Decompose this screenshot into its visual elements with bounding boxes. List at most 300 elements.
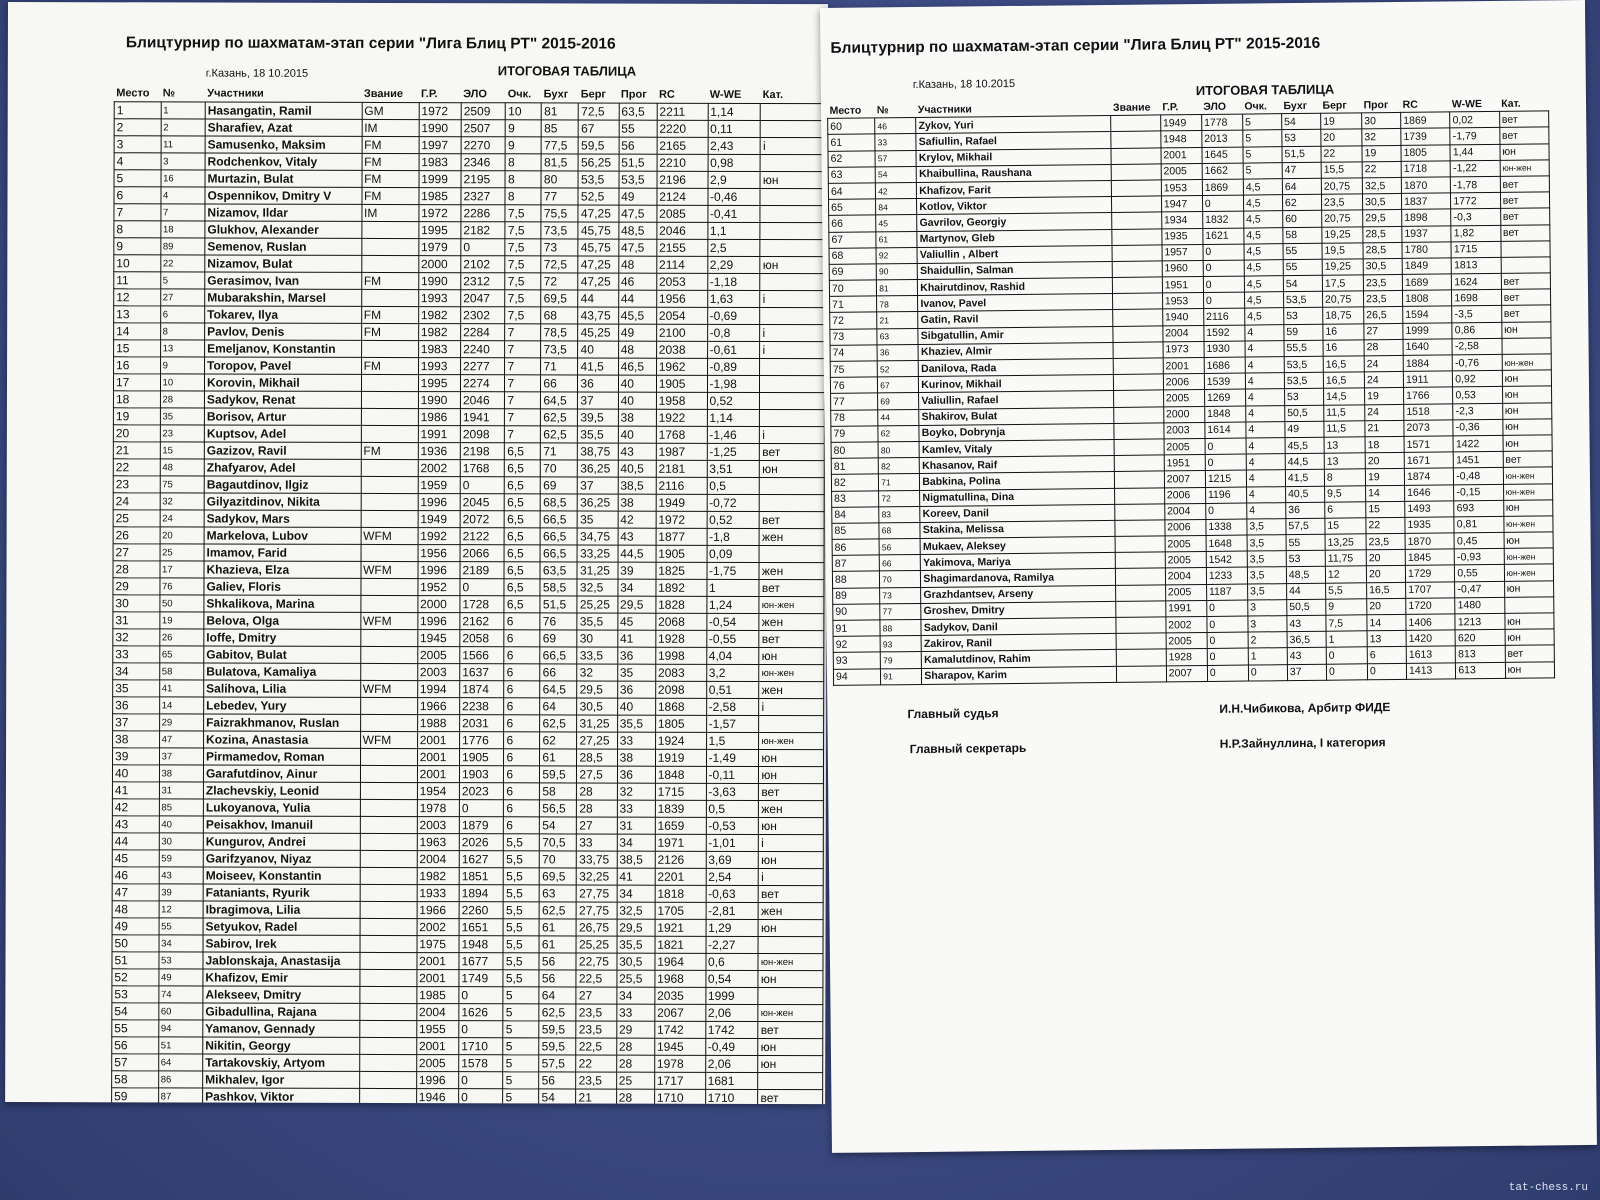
cell-title bbox=[360, 833, 417, 850]
right-place-date: г.Казань, 18 10.2015 bbox=[912, 77, 1016, 92]
cell-berger: 14,5 bbox=[1323, 388, 1364, 405]
table-row bbox=[113, 391, 824, 410]
cell-w-we: 1480 bbox=[1455, 597, 1504, 614]
cell-progress: 47,5 bbox=[618, 239, 656, 256]
cell-number: 87 bbox=[158, 1088, 202, 1104]
cell-progress: 56 bbox=[619, 137, 657, 154]
cell-birth-year: 1945 bbox=[418, 630, 460, 647]
cell-place: 40 bbox=[112, 765, 159, 782]
cell-elo: 1269 bbox=[1204, 389, 1245, 406]
cell-progress: 38,5 bbox=[617, 851, 655, 868]
table-row bbox=[112, 901, 823, 920]
cell-birth-year: 2001 bbox=[1163, 357, 1204, 374]
cell-points: 5 bbox=[1243, 162, 1282, 179]
cell-birth-year: 1946 bbox=[416, 1089, 458, 1105]
cell-elo: 1592 bbox=[1204, 325, 1245, 342]
cell-place: 72 bbox=[830, 312, 877, 329]
cell-name: Pirmamedov, Roman bbox=[203, 748, 360, 765]
cell-elo: 1187 bbox=[1206, 584, 1247, 601]
cell-buchholz: 62 bbox=[1282, 194, 1321, 211]
cell-elo: 1566 bbox=[460, 647, 504, 664]
cell-berger: 22 bbox=[1321, 145, 1362, 162]
cell-berger: 52,5 bbox=[578, 188, 618, 205]
cell-name: Khairutdinov, Rashid bbox=[918, 278, 1113, 296]
cell-title bbox=[1113, 293, 1162, 310]
cell-name: Zykov, Yuri bbox=[916, 116, 1111, 134]
cell-birth-year: 1996 bbox=[418, 494, 460, 511]
cell-progress: 28 bbox=[616, 1055, 654, 1072]
cell-rating-change: 2211 bbox=[657, 103, 708, 120]
cell-rating-change: 1805 bbox=[1401, 144, 1450, 161]
cell-points: 6 bbox=[504, 783, 540, 800]
cell-number: 63 bbox=[877, 328, 918, 345]
cell-category: юн bbox=[759, 749, 824, 766]
chief-judge-label: Главный судья bbox=[907, 706, 999, 722]
table-row bbox=[112, 969, 823, 988]
cell-berger: 27,75 bbox=[577, 885, 617, 902]
cell-w-we: 0,45 bbox=[1454, 532, 1503, 549]
cell-w-we: 2,06 bbox=[705, 1055, 758, 1072]
cell-buchholz: 71 bbox=[541, 358, 578, 375]
cell-buchholz: 53 bbox=[1284, 389, 1323, 406]
cell-name: Krylov, Mikhail bbox=[916, 148, 1111, 166]
cell-name: Shakirov, Bulat bbox=[919, 407, 1114, 425]
cell-points: 4,5 bbox=[1244, 260, 1283, 277]
cell-progress: 39 bbox=[618, 562, 656, 579]
cell-place: 1 bbox=[114, 102, 161, 119]
cell-elo: 2346 bbox=[461, 154, 505, 171]
cell-elo: 1686 bbox=[1204, 357, 1245, 374]
cell-title bbox=[361, 578, 418, 595]
cell-buchholz: 44 bbox=[1286, 583, 1325, 600]
cell-birth-year: 1983 bbox=[418, 341, 460, 358]
cell-progress: 49 bbox=[619, 188, 657, 205]
cell-buchholz: 63 bbox=[540, 885, 577, 902]
cell-elo: 2122 bbox=[460, 528, 504, 545]
cell-birth-year: 2004 bbox=[1165, 568, 1206, 585]
cell-category: юн-жен bbox=[1504, 548, 1554, 565]
cell-birth-year: 2002 bbox=[1166, 616, 1207, 633]
cell-buchholz: 72,5 bbox=[541, 256, 578, 273]
cell-rating-change: 1613 bbox=[1406, 646, 1455, 663]
cell-elo: 0 bbox=[1203, 244, 1244, 261]
cell-name: Mikhalev, Igor bbox=[203, 1071, 360, 1088]
cell-elo: 2284 bbox=[461, 324, 505, 341]
table-row bbox=[113, 476, 824, 495]
cell-title bbox=[360, 799, 417, 816]
right-header-number: № bbox=[876, 103, 889, 117]
cell-place: 6 bbox=[114, 187, 161, 204]
cell-place: 58 bbox=[112, 1071, 159, 1088]
table-row bbox=[113, 442, 824, 461]
cell-elo: 0 bbox=[1206, 503, 1247, 520]
cell-title bbox=[1113, 277, 1162, 294]
cell-birth-year: 2001 bbox=[417, 766, 459, 783]
cell-buchholz: 68,5 bbox=[541, 494, 578, 511]
cell-number: 29 bbox=[159, 714, 203, 731]
cell-title: WFM bbox=[360, 612, 417, 629]
cell-category bbox=[759, 545, 824, 562]
cell-place: 32 bbox=[113, 629, 160, 646]
cell-w-we: 813 bbox=[1456, 646, 1505, 663]
cell-elo: 1539 bbox=[1204, 373, 1245, 390]
cell-buchholz: 55 bbox=[1283, 259, 1322, 276]
cell-place: 37 bbox=[113, 714, 160, 731]
cell-progress: 32,5 bbox=[617, 902, 655, 919]
cell-number: 19 bbox=[159, 612, 203, 629]
cell-elo: 0 bbox=[459, 1072, 503, 1089]
cell-w-we: -0,72 bbox=[707, 494, 760, 511]
cell-category: юн-жен bbox=[1504, 564, 1554, 581]
table-row bbox=[113, 561, 824, 580]
cell-category: юн bbox=[1505, 613, 1555, 630]
cell-category: юн-жен bbox=[1503, 516, 1553, 533]
cell-rating-change: 1808 bbox=[1403, 290, 1452, 307]
cell-progress: 20 bbox=[1367, 598, 1406, 615]
left-header-berger: Берг bbox=[580, 88, 607, 101]
cell-number: 55 bbox=[159, 918, 203, 935]
table-row bbox=[113, 425, 824, 444]
cell-buchholz: 43 bbox=[1287, 648, 1326, 665]
cell-place: 80 bbox=[831, 442, 878, 459]
cell-buchholz: 58 bbox=[540, 783, 577, 800]
cell-elo: 0 bbox=[1205, 438, 1246, 455]
cell-points: 3,5 bbox=[1247, 535, 1286, 552]
cell-title bbox=[359, 1071, 416, 1088]
cell-name: Kuptsov, Adel bbox=[204, 425, 361, 442]
left-header-w-we: W-WE bbox=[709, 88, 742, 101]
table-row bbox=[114, 306, 825, 325]
cell-name: Tokarev, Ilya bbox=[205, 306, 362, 323]
cell-berger: 34,75 bbox=[578, 528, 618, 545]
cell-berger: 27,75 bbox=[577, 902, 617, 919]
cell-rating-change: 1877 bbox=[656, 528, 707, 545]
cell-category: юн bbox=[759, 647, 824, 664]
cell-points: 5,5 bbox=[504, 902, 540, 919]
cell-title bbox=[359, 1003, 416, 1020]
cell-birth-year: 2005 bbox=[1165, 584, 1206, 601]
cell-rating-change: 1689 bbox=[1402, 274, 1451, 291]
cell-name: Ivanov, Pavel bbox=[918, 294, 1113, 312]
cell-place: 75 bbox=[830, 361, 877, 378]
cell-place: 11 bbox=[114, 272, 161, 289]
cell-w-we: 0,92 bbox=[1453, 371, 1502, 388]
cell-w-we: -0,55 bbox=[706, 630, 759, 647]
cell-rating-change: 2196 bbox=[657, 171, 708, 188]
cell-place: 15 bbox=[114, 340, 161, 357]
cell-points: 4,5 bbox=[1244, 243, 1283, 260]
cell-name: Kungurov, Andrei bbox=[203, 833, 360, 850]
cell-birth-year: 1949 bbox=[1160, 115, 1201, 132]
cell-number: 92 bbox=[876, 247, 917, 264]
cell-title bbox=[361, 408, 418, 425]
cell-number: 1 bbox=[161, 102, 205, 119]
cell-birth-year: 2005 bbox=[417, 647, 459, 664]
cell-w-we: 1,63 bbox=[707, 290, 760, 307]
cell-w-we: -1,01 bbox=[706, 834, 759, 851]
cell-buchholz: 81,5 bbox=[541, 154, 578, 171]
cell-rating-change: 1884 bbox=[1403, 355, 1452, 372]
cell-berger: 16 bbox=[1323, 340, 1364, 357]
cell-w-we: -0,3 bbox=[1451, 209, 1500, 226]
cell-birth-year: 1990 bbox=[418, 273, 460, 290]
cell-category: юн bbox=[759, 851, 824, 868]
cell-place: 43 bbox=[112, 816, 159, 833]
cell-title bbox=[1112, 164, 1161, 181]
cell-elo: 1894 bbox=[459, 885, 503, 902]
cell-number: 49 bbox=[158, 969, 202, 986]
cell-category: вет bbox=[759, 579, 824, 596]
cell-title: IM bbox=[362, 119, 419, 136]
cell-birth-year: 1940 bbox=[1162, 309, 1203, 326]
cell-elo: 2189 bbox=[460, 562, 504, 579]
cell-title bbox=[1115, 520, 1164, 537]
cell-title bbox=[360, 748, 417, 765]
cell-title bbox=[361, 510, 418, 527]
cell-points: 5 bbox=[503, 1021, 539, 1038]
cell-rating-change: 2068 bbox=[656, 613, 707, 630]
cell-place: 57 bbox=[112, 1054, 159, 1071]
cell-birth-year: 2003 bbox=[417, 817, 459, 834]
cell-buchholz: 53,5 bbox=[1283, 292, 1322, 309]
cell-progress: 55 bbox=[619, 120, 657, 137]
cell-title bbox=[360, 714, 417, 731]
cell-points: 5,5 bbox=[503, 953, 539, 970]
cell-elo: 1879 bbox=[459, 817, 503, 834]
cell-number: 59 bbox=[159, 850, 203, 867]
cell-rating-change: 1870 bbox=[1401, 177, 1450, 194]
cell-points: 3 bbox=[1248, 599, 1287, 616]
cell-progress: 35 bbox=[617, 664, 655, 681]
cell-points: 6,5 bbox=[505, 494, 541, 511]
cell-berger: 35,5 bbox=[578, 426, 618, 443]
cell-berger: 20 bbox=[1321, 129, 1362, 146]
cell-buchholz: 54 bbox=[1283, 275, 1322, 292]
cell-w-we: 1 bbox=[706, 579, 759, 596]
cell-progress: 31 bbox=[617, 817, 655, 834]
cell-rating-change: 2126 bbox=[655, 851, 706, 868]
table-row bbox=[112, 782, 823, 801]
cell-berger: 8 bbox=[1324, 469, 1365, 486]
cell-name: Yamanov, Gennady bbox=[203, 1020, 360, 1037]
cell-berger: 59,5 bbox=[579, 137, 619, 154]
cell-w-we: 1,5 bbox=[706, 732, 759, 749]
cell-buchholz: 51,5 bbox=[540, 596, 577, 613]
cell-name: Gazizov, Ravil bbox=[204, 442, 361, 459]
cell-elo: 2058 bbox=[460, 630, 504, 647]
cell-category: юн-жен bbox=[1500, 160, 1550, 177]
cell-name: Ibragimova, Lilia bbox=[203, 901, 360, 918]
cell-rating-change: 1937 bbox=[1402, 225, 1451, 242]
cell-berger: 32,25 bbox=[577, 868, 617, 885]
cell-berger: 30 bbox=[577, 630, 617, 647]
cell-number: 57 bbox=[875, 150, 916, 167]
cell-title: FM bbox=[361, 357, 418, 374]
cell-category bbox=[760, 375, 825, 392]
cell-name: Kozina, Anastasia bbox=[204, 731, 361, 748]
cell-buchholz: 50,5 bbox=[1285, 405, 1324, 422]
cell-points: 6,5 bbox=[505, 477, 541, 494]
cell-w-we: -0,89 bbox=[707, 358, 760, 375]
cell-place: 27 bbox=[113, 544, 160, 561]
cell-number: 23 bbox=[160, 425, 204, 442]
cell-birth-year: 1951 bbox=[1162, 277, 1203, 294]
cell-progress: 28 bbox=[616, 1038, 654, 1055]
cell-elo: 2098 bbox=[460, 426, 504, 443]
cell-title bbox=[360, 952, 417, 969]
cell-birth-year: 1975 bbox=[417, 936, 459, 953]
cell-name: Sharafiev, Azat bbox=[205, 119, 362, 136]
cell-category: юн bbox=[1502, 419, 1552, 436]
cell-rating-change: 2124 bbox=[657, 188, 708, 205]
cell-title: FM bbox=[362, 136, 419, 153]
table-row bbox=[113, 748, 824, 767]
cell-title: FM bbox=[361, 306, 418, 323]
cell-points: 5 bbox=[1243, 130, 1282, 147]
cell-place: 67 bbox=[829, 231, 876, 248]
right-title: Блицтурнир по шахматам-этап серии "Лига Блиц РТ" 2015-2016 bbox=[830, 34, 1321, 57]
cell-buchholz: 61 bbox=[539, 919, 576, 936]
cell-title: FM bbox=[361, 442, 418, 459]
cell-berger: 11,5 bbox=[1324, 421, 1365, 438]
table-row bbox=[113, 493, 824, 512]
table-row bbox=[114, 136, 825, 155]
cell-w-we: 1624 bbox=[1452, 273, 1501, 290]
cell-elo: 1930 bbox=[1204, 341, 1245, 358]
cell-elo: 1905 bbox=[460, 749, 504, 766]
cell-buchholz: 62,5 bbox=[540, 715, 577, 732]
cell-birth-year: 1957 bbox=[1162, 244, 1203, 261]
cell-buchholz: 37 bbox=[1287, 664, 1326, 681]
cell-buchholz: 56 bbox=[539, 953, 576, 970]
left-table-header bbox=[114, 86, 825, 103]
cell-progress: 15 bbox=[1366, 501, 1405, 518]
cell-w-we: -0,93 bbox=[1455, 549, 1504, 566]
cell-number: 43 bbox=[159, 867, 203, 884]
cell-berger: 21 bbox=[576, 1089, 616, 1104]
cell-w-we: -0,63 bbox=[706, 885, 759, 902]
cell-title bbox=[359, 1054, 416, 1071]
chief-secretary-label: Главный секретарь bbox=[909, 740, 1027, 757]
cell-points: 6,5 bbox=[504, 545, 540, 562]
cell-progress: 33 bbox=[616, 1004, 654, 1021]
cell-points: 6,5 bbox=[505, 511, 541, 528]
cell-category: i bbox=[760, 426, 825, 443]
cell-elo: 2066 bbox=[460, 545, 504, 562]
cell-elo: 0 bbox=[1205, 454, 1246, 471]
right-header-category: Кат. bbox=[1501, 97, 1521, 110]
cell-category: i bbox=[760, 290, 825, 307]
cell-w-we: 620 bbox=[1455, 630, 1504, 647]
cell-number: 36 bbox=[877, 344, 918, 361]
cell-birth-year: 1934 bbox=[1161, 212, 1202, 229]
cell-progress: 24 bbox=[1364, 355, 1403, 372]
cell-name: Gavrilov, Georgiy bbox=[917, 213, 1112, 231]
cell-rating-change: 1848 bbox=[655, 766, 706, 783]
cell-rating-change: 1905 bbox=[656, 545, 707, 562]
cell-points: 4 bbox=[1247, 502, 1286, 519]
left-sheet bbox=[5, 2, 828, 1104]
cell-place: 55 bbox=[112, 1020, 159, 1037]
cell-w-we: -0,8 bbox=[707, 324, 760, 341]
cell-title: WFM bbox=[360, 680, 417, 697]
cell-category: жен bbox=[759, 613, 824, 630]
cell-category: юн bbox=[1502, 402, 1552, 419]
cell-name: Korovin, Mikhail bbox=[204, 374, 361, 391]
cell-name: Sibgatullin, Amir bbox=[918, 326, 1113, 344]
cell-category: жен bbox=[759, 528, 824, 545]
cell-place: 50 bbox=[112, 935, 159, 952]
cell-number: 56 bbox=[879, 539, 920, 556]
cell-number: 88 bbox=[880, 619, 921, 636]
cell-number: 83 bbox=[879, 506, 920, 523]
cell-elo: 1848 bbox=[1205, 406, 1246, 423]
cell-points: 3 bbox=[1248, 616, 1287, 633]
cell-points: 7,5 bbox=[505, 222, 541, 239]
cell-w-we: 0,5 bbox=[707, 477, 760, 494]
cell-buchholz: 66,5 bbox=[540, 545, 577, 562]
cell-w-we: -0,49 bbox=[705, 1038, 758, 1055]
cell-berger: 36,25 bbox=[578, 494, 618, 511]
cell-berger: 22,5 bbox=[576, 970, 616, 987]
cell-birth-year: 1956 bbox=[418, 545, 460, 562]
cell-place: 31 bbox=[113, 612, 160, 629]
cell-points: 5 bbox=[503, 987, 539, 1004]
cell-points: 3,5 bbox=[1247, 567, 1286, 584]
cell-w-we: 2,06 bbox=[705, 1004, 758, 1021]
cell-w-we: 0,54 bbox=[705, 970, 758, 987]
cell-progress: 36 bbox=[617, 766, 655, 783]
table-row bbox=[114, 255, 825, 274]
cell-progress: 26,5 bbox=[1364, 307, 1403, 324]
cell-birth-year: 1966 bbox=[417, 902, 459, 919]
cell-birth-year: 1997 bbox=[419, 137, 461, 154]
cell-number: 24 bbox=[160, 510, 204, 527]
cell-name: Gilyazitdinov, Nikita bbox=[204, 493, 361, 510]
cell-place: 41 bbox=[112, 782, 159, 799]
cell-name: Ospennikov, Dmitry V bbox=[205, 187, 362, 204]
cell-place: 45 bbox=[112, 850, 159, 867]
cell-rating-change: 1818 bbox=[655, 885, 706, 902]
cell-birth-year: 2004 bbox=[1164, 503, 1205, 520]
cell-points: 0 bbox=[1248, 664, 1287, 681]
cell-elo: 1338 bbox=[1206, 519, 1247, 536]
cell-buchholz: 51,5 bbox=[1282, 146, 1321, 163]
cell-number: 12 bbox=[159, 901, 203, 918]
cell-place: 5 bbox=[114, 170, 161, 187]
cell-number: 91 bbox=[881, 668, 922, 685]
chief-secretary-name: Н.Р.Зайнуллина, I категория bbox=[1219, 735, 1386, 751]
cell-elo: 2023 bbox=[459, 783, 503, 800]
cell-berger: 16,5 bbox=[1323, 356, 1364, 373]
cell-name: Khafizov, Emir bbox=[203, 969, 360, 986]
cell-elo: 2116 bbox=[1204, 309, 1245, 326]
cell-place: 19 bbox=[113, 408, 160, 425]
cell-birth-year: 1990 bbox=[418, 392, 460, 409]
cell-elo: 2509 bbox=[461, 103, 505, 120]
cell-place: 21 bbox=[113, 442, 160, 459]
cell-elo: 1677 bbox=[459, 953, 503, 970]
cell-birth-year: 1995 bbox=[419, 222, 461, 239]
cell-number: 28 bbox=[160, 391, 204, 408]
cell-category: жен bbox=[759, 681, 824, 698]
cell-title bbox=[1112, 228, 1161, 245]
cell-birth-year: 2001 bbox=[417, 970, 459, 987]
cell-w-we: 1213 bbox=[1455, 613, 1504, 630]
cell-title bbox=[360, 782, 417, 799]
right-header-title: Звание bbox=[1112, 101, 1151, 114]
cell-title bbox=[1116, 552, 1165, 569]
